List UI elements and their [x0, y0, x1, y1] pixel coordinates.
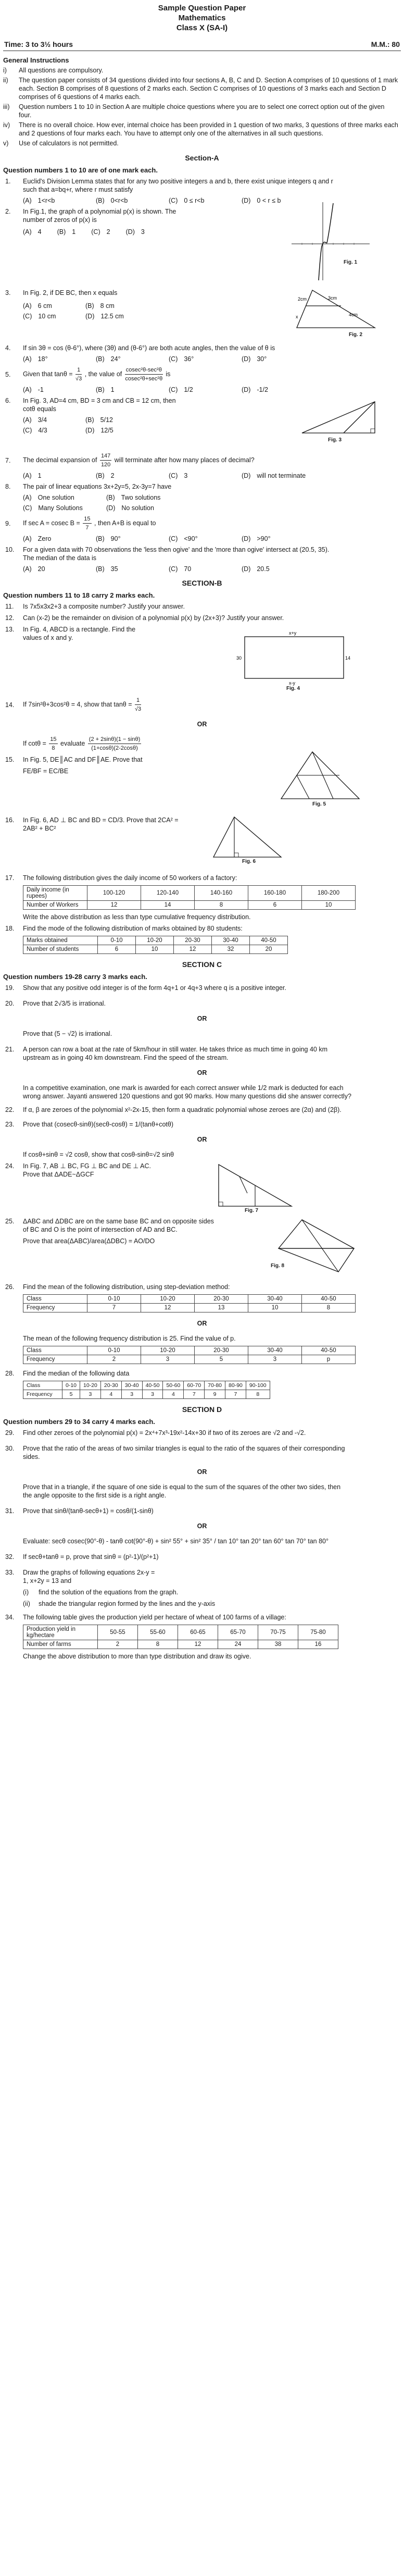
- q16-block: [0, 816, 404, 871]
- paper-subject: Mathematics: [178, 14, 226, 22]
- question-17: 17. The following distribution gives the daily income of 50 workers of a factory:: [5, 874, 237, 882]
- question-7: 7. The decimal expansion of $\frac{147}{120}$ will terminate after how many places of decimal?: [5, 453, 255, 468]
- figure-1: [292, 202, 370, 280]
- table-row: Class 0-10 10-20 20-30 30-40 40-50: [23, 1295, 356, 1304]
- options-q9: (A) Zero (B) 90° (C) <90° (D) >90°: [23, 535, 271, 542]
- svg-text:3cm: 3cm: [328, 295, 337, 301]
- fig6-caption: Fig. 6: [242, 859, 256, 864]
- question-22: 22. If α, β are zeroes of the polynomial x²-2x-15, then form a quadratic polynomial whose zeroes are (2α) and (2β).: [5, 1106, 342, 1113]
- table-row: Number of students 6 10 12 32 20: [23, 945, 288, 954]
- q24-block: [0, 1162, 404, 1214]
- question-26: 26. Find the mean of the following distribution, using step-deviation method:: [5, 1283, 230, 1291]
- instructions-list: [0, 66, 404, 147]
- options-q8b: (C) Many Solutions (D) No solution: [23, 504, 154, 512]
- section-c-head: Question numbers 19-28 carry 3 marks each.: [3, 973, 147, 981]
- figure-7: [208, 1162, 297, 1211]
- question-21: 21. A person can row a boat at the rate of 5km/hour in still water. He takes thrice as much time in going 40 km upstream as in going 40 km downstream. Find the speed of the stream.: [5, 1046, 328, 1061]
- paper-title: Sample Question Paper: [158, 4, 246, 13]
- table-row: Frequency 2 3 5 3 p: [23, 1355, 356, 1364]
- or-q23: OR: [197, 1136, 207, 1143]
- section-b-title: SECTION-B: [182, 579, 222, 587]
- question-3: 3. In Fig. 2, if DE BC, then x equals: [5, 289, 118, 296]
- question-24: 24. In Fig. 7, AB ⊥ BC, FG ⊥ BC and DE ⊥ AC. Prove that ΔADE~ΔGCF: [5, 1162, 151, 1178]
- question-6: 6. In Fig. 3, AD=4 cm, BD = 3 cm and CB = 12 cm, then cotθ equals: [5, 397, 176, 413]
- max-marks: M.M.: 80: [371, 40, 400, 48]
- section-c-title: SECTION C: [182, 960, 222, 969]
- question-20: 20. Prove that 2√3/5 is irrational.: [5, 1000, 106, 1007]
- svg-text:4cm: 4cm: [349, 312, 358, 317]
- instruction-item: iii) Question numbers 1 to 10 in Section A are multiple choice questions where you are to select one correct option out of the given four.: [3, 103, 385, 119]
- question-16: 16. In Fig. 6, AD ⊥ BC and BD = CD/3. Prove that 2CA² = 2AB² + BC²: [5, 816, 179, 832]
- svg-text:14: 14: [345, 655, 351, 661]
- q13-block: [0, 625, 404, 693]
- question-31: 31. Prove that sinθ/(tanθ-secθ+1) = cosθ/(1-sinθ): [5, 1507, 154, 1515]
- section-d-title: SECTION D: [182, 1405, 222, 1414]
- q33-part-i: find the solution of the equations from the graph.: [39, 1589, 179, 1596]
- or-q21: OR: [197, 1069, 207, 1076]
- q15-block: [0, 756, 404, 813]
- svg-text:2cm: 2cm: [298, 296, 307, 302]
- instruction-item: ii) The question paper consists of 34 questions divided into four sections A, B, C and D. Section A comprises of 10 questions of 1 mark each. Section B comprises of 8 questions of 2 marks each. Section C comprises of 10 questions of 3 marks each and Section D comprises of 6 questions of 4 marks each.: [3, 77, 398, 101]
- instruction-item: iv) There is no overall choice. How ever, internal choice has been provided in 1 question of two marks, 3 questions of three marks each and 2 questions of four marks each. You have to attempt only one of the alternatives in all such questions.: [3, 121, 398, 137]
- question-1: 1. Euclid's Division Lemma states that for any two positive integers a and b, there exist unique integers q and r such that a=bq+r, where r must satisfy: [5, 178, 333, 193]
- question-20-alt: Prove that (5 − √2) is irrational.: [23, 1030, 112, 1037]
- question-21-alt: In a competitive examination, one mark is awarded for each correct answer while 1/2 mark is deducted for each wrong answer. Jayanti answered 120 questions and got 90 marks. How many questions did she answer correctly?: [23, 1084, 351, 1100]
- q17-after: Write the above distribution as less than type cumulative frequency distribution.: [23, 913, 251, 921]
- q15-formula: FE/BF = EC/BE: [23, 767, 69, 775]
- svg-text:x: x: [296, 314, 298, 319]
- table-row: Frequency 7 12 13 10 8: [23, 1304, 356, 1312]
- fig1-caption: Fig. 1: [344, 259, 358, 265]
- table-q28: [23, 1381, 270, 1399]
- fig3-caption: Fig. 3: [328, 437, 342, 443]
- or-q31: OR: [197, 1522, 207, 1530]
- question-33: 33. Draw the graphs of following equations 2x-y = 1, x+2y = 13 and: [5, 1569, 155, 1584]
- question-4: 4. If sin 3θ = cos (θ-6°), where (3θ) and (θ-6°) are both acute angles, then the value of θ is: [5, 344, 275, 352]
- question-25: 25. ΔABC and ΔDBC are on the same base BC and on opposite sides of BC and O is the point of intersection of AD and BC.: [5, 1218, 214, 1233]
- question-2: 2. In Fig.1, the graph of a polynomial p(x) is shown. The number of zeros of p(x) is: [5, 208, 176, 224]
- instruction-item: v) Use of calculators is not permitted.: [3, 140, 119, 147]
- question-14: 14. If 7sin²θ+3cos²θ = 4, show that tanθ = $\frac{1}{√3}$: [5, 697, 142, 712]
- options-q3: (A) 6 cm (B) 8 cm: [23, 302, 115, 309]
- table-q34: [23, 1625, 338, 1649]
- figure-8: [271, 1217, 364, 1274]
- question-19: 19. Show that any positive odd integer is of the form 4q+1 or 4q+3 where q is a positive integer.: [5, 984, 286, 992]
- question-14-alt: If cotθ = $\frac{15}{8}$ evaluate $\frac{(2 + 2\sin\theta)(1 - \sin\theta)}{(1+\cos\theta)(2-2\cos\theta)}$: [23, 736, 141, 751]
- svg-text:x-y: x-y: [289, 680, 295, 686]
- table-q17: [23, 885, 356, 910]
- section-d-head: Question numbers 29 to 34 carry 4 marks each.: [3, 1418, 155, 1426]
- options-q8: (A) One solution (B) Two solutions: [23, 494, 161, 501]
- table-row: Production yield in kg/hectare 50-55 55-60 60-65 65-70 70-75 75-80: [23, 1625, 338, 1640]
- figure-6: [208, 813, 286, 865]
- q2-block: [0, 207, 404, 286]
- instruction-item: i) All questions are compulsory.: [3, 67, 104, 74]
- options-q5: (A) -1 (B) 1 (C) 1/2 (D) -1/2: [23, 386, 268, 393]
- question-13: 13. In Fig. 4, ABCD is a rectangle. Find the values of x and y.: [5, 626, 136, 641]
- time-allowed: Time: 3 to 3½ hours: [4, 40, 73, 48]
- question-30-alt: Prove that in a triangle, if the square of one side is equal to the sum of the squares of the other two sides, then the angle opposite to the first side is a right angle.: [23, 1483, 341, 1499]
- section-b-head: Question numbers 11 to 18 carry 2 marks each.: [3, 591, 155, 599]
- svg-text:x+y: x+y: [289, 630, 297, 636]
- options-q4: (A) 18° (B) 24° (C) 36° (D) 30°: [23, 355, 267, 363]
- q33-part-ii: shade the triangular region formed by the lines and the y-axis: [39, 1600, 216, 1607]
- question-32: 32. If secθ+tanθ = p, prove that sinθ = (p²-1)/(p²+1): [5, 1553, 159, 1561]
- question-34: 34. The following table gives the production yield per hectare of wheat of 100 farms of a village:: [5, 1614, 286, 1621]
- table-row: Frequency 5 3 4 3 3 4 7 9 7 8: [23, 1390, 270, 1399]
- table-row: Number of farms 2 8 12 24 38 16: [23, 1640, 338, 1649]
- time-marks-bar: [0, 40, 404, 48]
- q25-formula: Prove that area(ΔABC)/area(ΔDBC) = AO/DO: [23, 1237, 155, 1245]
- question-10: 10. For a given data with 70 observations the 'less then ogive' and the 'more than ogive' intersect at (20.5, 35). The median of the data is: [5, 546, 330, 562]
- svg-text:30: 30: [236, 655, 242, 661]
- question-9: 9. If sec A = cosec B = $\frac{15}{7}$ , then A+B is equal to: [5, 516, 156, 531]
- or-q30: OR: [197, 1468, 207, 1476]
- table-q18: [23, 936, 288, 954]
- options-q6b: (C) 4/3 (D) 12/5: [23, 427, 113, 434]
- question-28: 28. Find the median of the following data: [5, 1370, 130, 1377]
- figure-4: [234, 629, 354, 691]
- question-31-alt: Evaluate: secθ cosec(90°-θ) - tanθ cot(90°-θ) + sin² 55° + sin² 35° / tan 10° tan 20° tan 60° tan 70° tan 80°: [23, 1538, 329, 1545]
- question-23-alt: If cosθ+sinθ = √2 cosθ, show that cosθ-sinθ=√2 sinθ: [23, 1151, 174, 1158]
- figure-3: [292, 397, 385, 443]
- table-q26: [23, 1294, 356, 1312]
- table-row: Class 0-10 10-20 20-30 30-40 40-50 50-60 60-70 70-80 80-90 90-100: [23, 1381, 270, 1390]
- table-row: Daily income (in rupees) 100-120 120-140 140-160 160-180 180-200: [23, 886, 356, 901]
- figure-5: [276, 749, 364, 807]
- question-23: 23. Prove that (cosecθ-sinθ)(secθ-cosθ) = 1/(tanθ+cotθ): [5, 1121, 174, 1128]
- fig4-caption: Fig. 4: [286, 686, 300, 691]
- general-instructions-title: General Instructions: [3, 56, 69, 64]
- question-11: 11. Is 7x5x3x2+3 a composite number? Justify your answer.: [5, 603, 185, 610]
- question-26-alt: The mean of the following frequency distribution is 25. Find the value of p.: [23, 1335, 236, 1342]
- section-a-head: Question numbers 1 to 10 are of one mark each.: [3, 166, 158, 174]
- question-paper: Sample Question Paper Mathematics Class X (SA-I) Time: 3 to 3½ hours M.M.: 80 General Instructions i) All questions are compulsory. ii) The question paper consists of 34 questions divided into four sections A, B, C and D. Section A comprises of 10 questions of 1 mark each. Section B comprises of 8 questions of 2 marks each. Section C comprises of 10 questions of 3 marks each and Section D comprises of 6 questions of 4 marks each. iii) Question numbers 1 to 10 in Section A are multiple choice questions where you are to select one correct option out of the given four. iv) There is no overall choice. How ever, internal choice has been provided in 1 question of two marks, 3 questions of three marks each and 2 questions of four marks each. You have to attempt only one of the alternatives in all such questions. v) Use of calculators is not permitted. Section-A Question numbers 1 to 10 are of one mark each. 1. Euclid's Division Lemma states that for any two positive integers a and b, there exist unique integers q and r such that a=bq+r, where r must satisfy (A) 1<r<b (B) 0<r<b (C) 0 ≤ r<b (D) 0 < r ≤ b 2. In Fig.1, the graph of a polynomial p(x) is shown. The number of zeros of p(x) is (A) 4 (B) 1 (C) 2 (D) 3 Fig. 1 3. In Fig. 2, if DE BC, then x equals (A) 6 cm (B) 8 cm (C) 10 cm (D) 12.5 cm 2cm x 3cm 4cm Fig. 2 4. If sin 3θ = cos (θ-6°), where (3θ) and (θ-6°) are both acute angles, then the value of θ is (A) 18° (B) 24° (C) 36° (D) 30° 5. Given that tanθ = $\frac{1}{√3}$ , the value of $\frac{\text{cosec²θ-sec²θ}}{\text{cosec²θ+sec²θ}}$ is (A) -1 (B) 1 (C) 1/2 (D) -1/2 6. In Fig. 3, AD=4 cm, BD = 3 cm and CB = 12 cm, then cotθ equals (A) 3/4 (B) 5/12 (C) 4/3 (D) 12/5 Fig. 3 7. The decimal expansion of $\frac{147}{120}$ will terminate after how many places of decimal? (A) 1 (B) 2 (C) 3 (D) will not terminate 8. The pair of linear equations 3x+2y=5, 2x-3y=7 have (A) One solution (B) Two solutions (C) Many Solutions (D) No solution 9. If sec A = cosec B = $\frac{15}{7}$ , then A+B is equal to (A) Zero (B) 90° (C) <90° (D) >90° 10. For a given data with 70 observations the 'less then ogive' and the 'more than ogive' intersect at (20.5, 35). The median of the data is (A) 20 (B) 35 (C) 70 (D) 20.5 SECTION-B Question numbers 11 to 18 carry 2 marks each. 11. Is 7x5x3x2+3 a composite number? Justify your answer. 12. Can (x-2) be the remainder on division of a polynomial p(x) by (2x+3)? Justify your answer. 13. In Fig. 4, ABCD is a rectangle. Find the values of x and y. x+y x-y 30 14 Fig. 4 14. If 7sin²θ+3cos²θ = 4, show that tanθ = $\frac{1}{√3}$ OR If cotθ = $\frac{15}{8}$ evaluate $\frac{(2 + 2\sin\theta)(1 - \sin\theta)}{(1+\cos\theta)(2-2\cos\theta)}$ 15. In Fig. 5, DE║AC and DF║AE. Prove that FE/BF = EC/BE Fig. 5 16. In Fig. 6, AD ⊥ BC and BD = CD/3. Prove that 2CA² = 2AB² + BC² Fig. 6 17. The following distribution gives the daily income of 50 workers of a factory: Daily income (in rupees) 100-120 120-140 140-160 160-180 180-200 Number of Workers 12 14 8 6 10 Write the above distribution as less than type cumulative frequency distribution. 18. Find the mode of the following distribution of marks obtained by 80 students: Marks obtained 0-10 10-20 20-30 30-40 40-50 Number of students 6 10 12 32 20 SECTION C Question numbers 19-28 carry 3 marks each. 19. Show that any positive odd integer is of the form 4q+1 or 4q+3 where q is a positive integer. 20. Prove that 2√3/5 is irrational. OR Prove that (5 − √2) is irrational. 21. A person can row a boat at the rate of 5km/hour in still water. He takes thrice as much time in going 40 km upstream as in going 40 km downstream. Find the speed of the stream. OR In a competitive examination, one mark is awarded for each correct answer while 1/2 mark is deducted for each wrong answer. Jayanti answered 120 questions and got 90 marks. How many questions did she answer correctly? 22. If α, β are zeroes of the polynomial x²-2x-15, then form a quadratic polynomial whose zeroes are (2α) and (2β). 23. Prove that (cosecθ-sinθ)(secθ-cosθ) = 1/(tanθ+cotθ) OR If cosθ+sinθ = √2 cosθ, show that cosθ-sinθ=√2 sinθ 24. In Fig. 7, AB ⊥ BC, FG ⊥ BC and DE ⊥ AC. Prove that ΔADE~ΔGCF Fig. 7 25. ΔABC and ΔDBC are on the same base BC and on opposite sides of BC and O is the point of intersection of AD and BC. Prove that area(ΔABC)/area(ΔDBC) = AO/DO Fig. 8 26. Find the mean of the following distribution, using step-deviation method: Class 0-10 10-20 20-30 30-40 40-50 Frequency 7 12 13 10 8 OR The mean of the following frequency distribution is 25. Find the value of p. Class 0-10 10-20 20-30 30-40 40-50 Frequency 2 3 5 3 p 28. Find the median of the following data Class 0-10 10-20 20-30 30-40 40-50 50-60 60-70 70-80 80-90 90-100 Frequency 5 3 4 3 3 4 7 9 7 8 SECTION D Question numbers 29 to 34 carry 4 marks each. 29. Find other zeroes of the polynomial p(x) = 2x⁴+7x³-19x²-14x+30 if two of its zeroes are √2 and -√2. 30. Prove that the ratio of the areas of two similar triangles is equal to the ratio of the squares of their corresponding sides. OR Prove that in a triangle, if the square of one side is equal to the sum of the squares of the other two sides, then the angle opposite to the first side is a right angle. 31. Prove that sinθ/(tanθ-secθ+1) = cosθ/(1-sinθ) OR Evaluate: secθ cosec(90°-θ) - tanθ cot(90°-θ) + sin² 55° + sin² 35° / tan 10° tan 20° tan 60° tan 70° tan 80° 32. If secθ+tanθ = p, prove that sinθ = (p²-1)/(p²+1) 33. Draw the graphs of following equations 2x-y = 1, x+2y = 13 and (i) find the solution of the equations from the graph. (ii) shade the triangular region formed by the lines and the y-axis 34. The following table gives the production yield per hectare of wheat of 100 farms of a village: Production yield in kg/hectare 50-55 55-60 60-65 65-70 70-75 75-80 Number of farms 2 8 12 24 38 16 Change the above distribution to more than type distribution and draw its ogive.: [0, 0, 404, 2576]
- question-12: 12. Can (x-2) be the remainder on division of a polynomial p(x) by (2x+3)? Justify your answer.: [5, 614, 284, 622]
- fig5-caption: Fig. 5: [312, 801, 326, 807]
- question-18: 18. Find the mode of the following distribution of marks obtained by 80 students:: [5, 925, 243, 932]
- q3-block: [0, 289, 404, 341]
- options-q6: (A) 3/4 (B) 5/12: [23, 416, 113, 424]
- options-q1: (A) 1<r<b (B) 0<r<b (C) 0 ≤ r<b (D) 0 < r ≤ b: [23, 197, 281, 204]
- or-q26: OR: [197, 1320, 207, 1327]
- question-29: 29. Find other zeroes of the polynomial p(x) = 2x⁴+7x³-19x²-14x+30 if two of its zeroes are √2 and -√2.: [5, 1429, 306, 1436]
- paper-class: Class X (SA-I): [176, 23, 228, 32]
- q6-block: [0, 397, 404, 449]
- fig2-caption: Fig. 2: [349, 332, 363, 338]
- table-row: Marks obtained 0-10 10-20 20-30 30-40 40-50: [23, 936, 288, 945]
- question-30: 30. Prove that the ratio of the areas of two similar triangles is equal to the ratio of the squares of their corresponding sides.: [5, 1445, 345, 1460]
- options-q10: (A) 20 (B) 35 (C) 70 (D) 20.5: [23, 565, 270, 573]
- q25-block: [0, 1217, 404, 1280]
- question-8: 8. The pair of linear equations 3x+2y=5, 2x-3y=7 have: [5, 483, 172, 490]
- table-row: Class 0-10 10-20 20-30 30-40 40-50: [23, 1346, 356, 1355]
- options-q3b: (C) 10 cm (D) 12.5 cm: [23, 313, 124, 320]
- or-q14: OR: [197, 721, 207, 728]
- options-q7: (A) 1 (B) 2 (C) 3 (D) will not terminate: [23, 472, 306, 479]
- section-a-title: Section-A: [185, 154, 219, 162]
- table-q26b: [23, 1346, 356, 1364]
- question-5: 5. Given that tanθ = $\frac{1}{√3}$ , the value of $\frac{\text{cosec²θ-sec²θ}}{\text{cosec²θ+sec²θ}}$ is: [5, 367, 171, 382]
- fig8-caption: Fig. 8: [271, 1263, 285, 1269]
- table-row: Number of Workers 12 14 8 6 10: [23, 901, 356, 910]
- or-q20: OR: [197, 1015, 207, 1022]
- options-q2: (A) 4 (B) 1 (C) 2 (D) 3: [23, 228, 145, 236]
- fig7-caption: Fig. 7: [245, 1208, 259, 1213]
- figure-2: [292, 286, 380, 338]
- question-15: 15. In Fig. 5, DE║AC and DF║AE. Prove that: [5, 756, 143, 763]
- q34-after: Change the above distribution to more than type distribution and draw its ogive.: [23, 1653, 251, 1660]
